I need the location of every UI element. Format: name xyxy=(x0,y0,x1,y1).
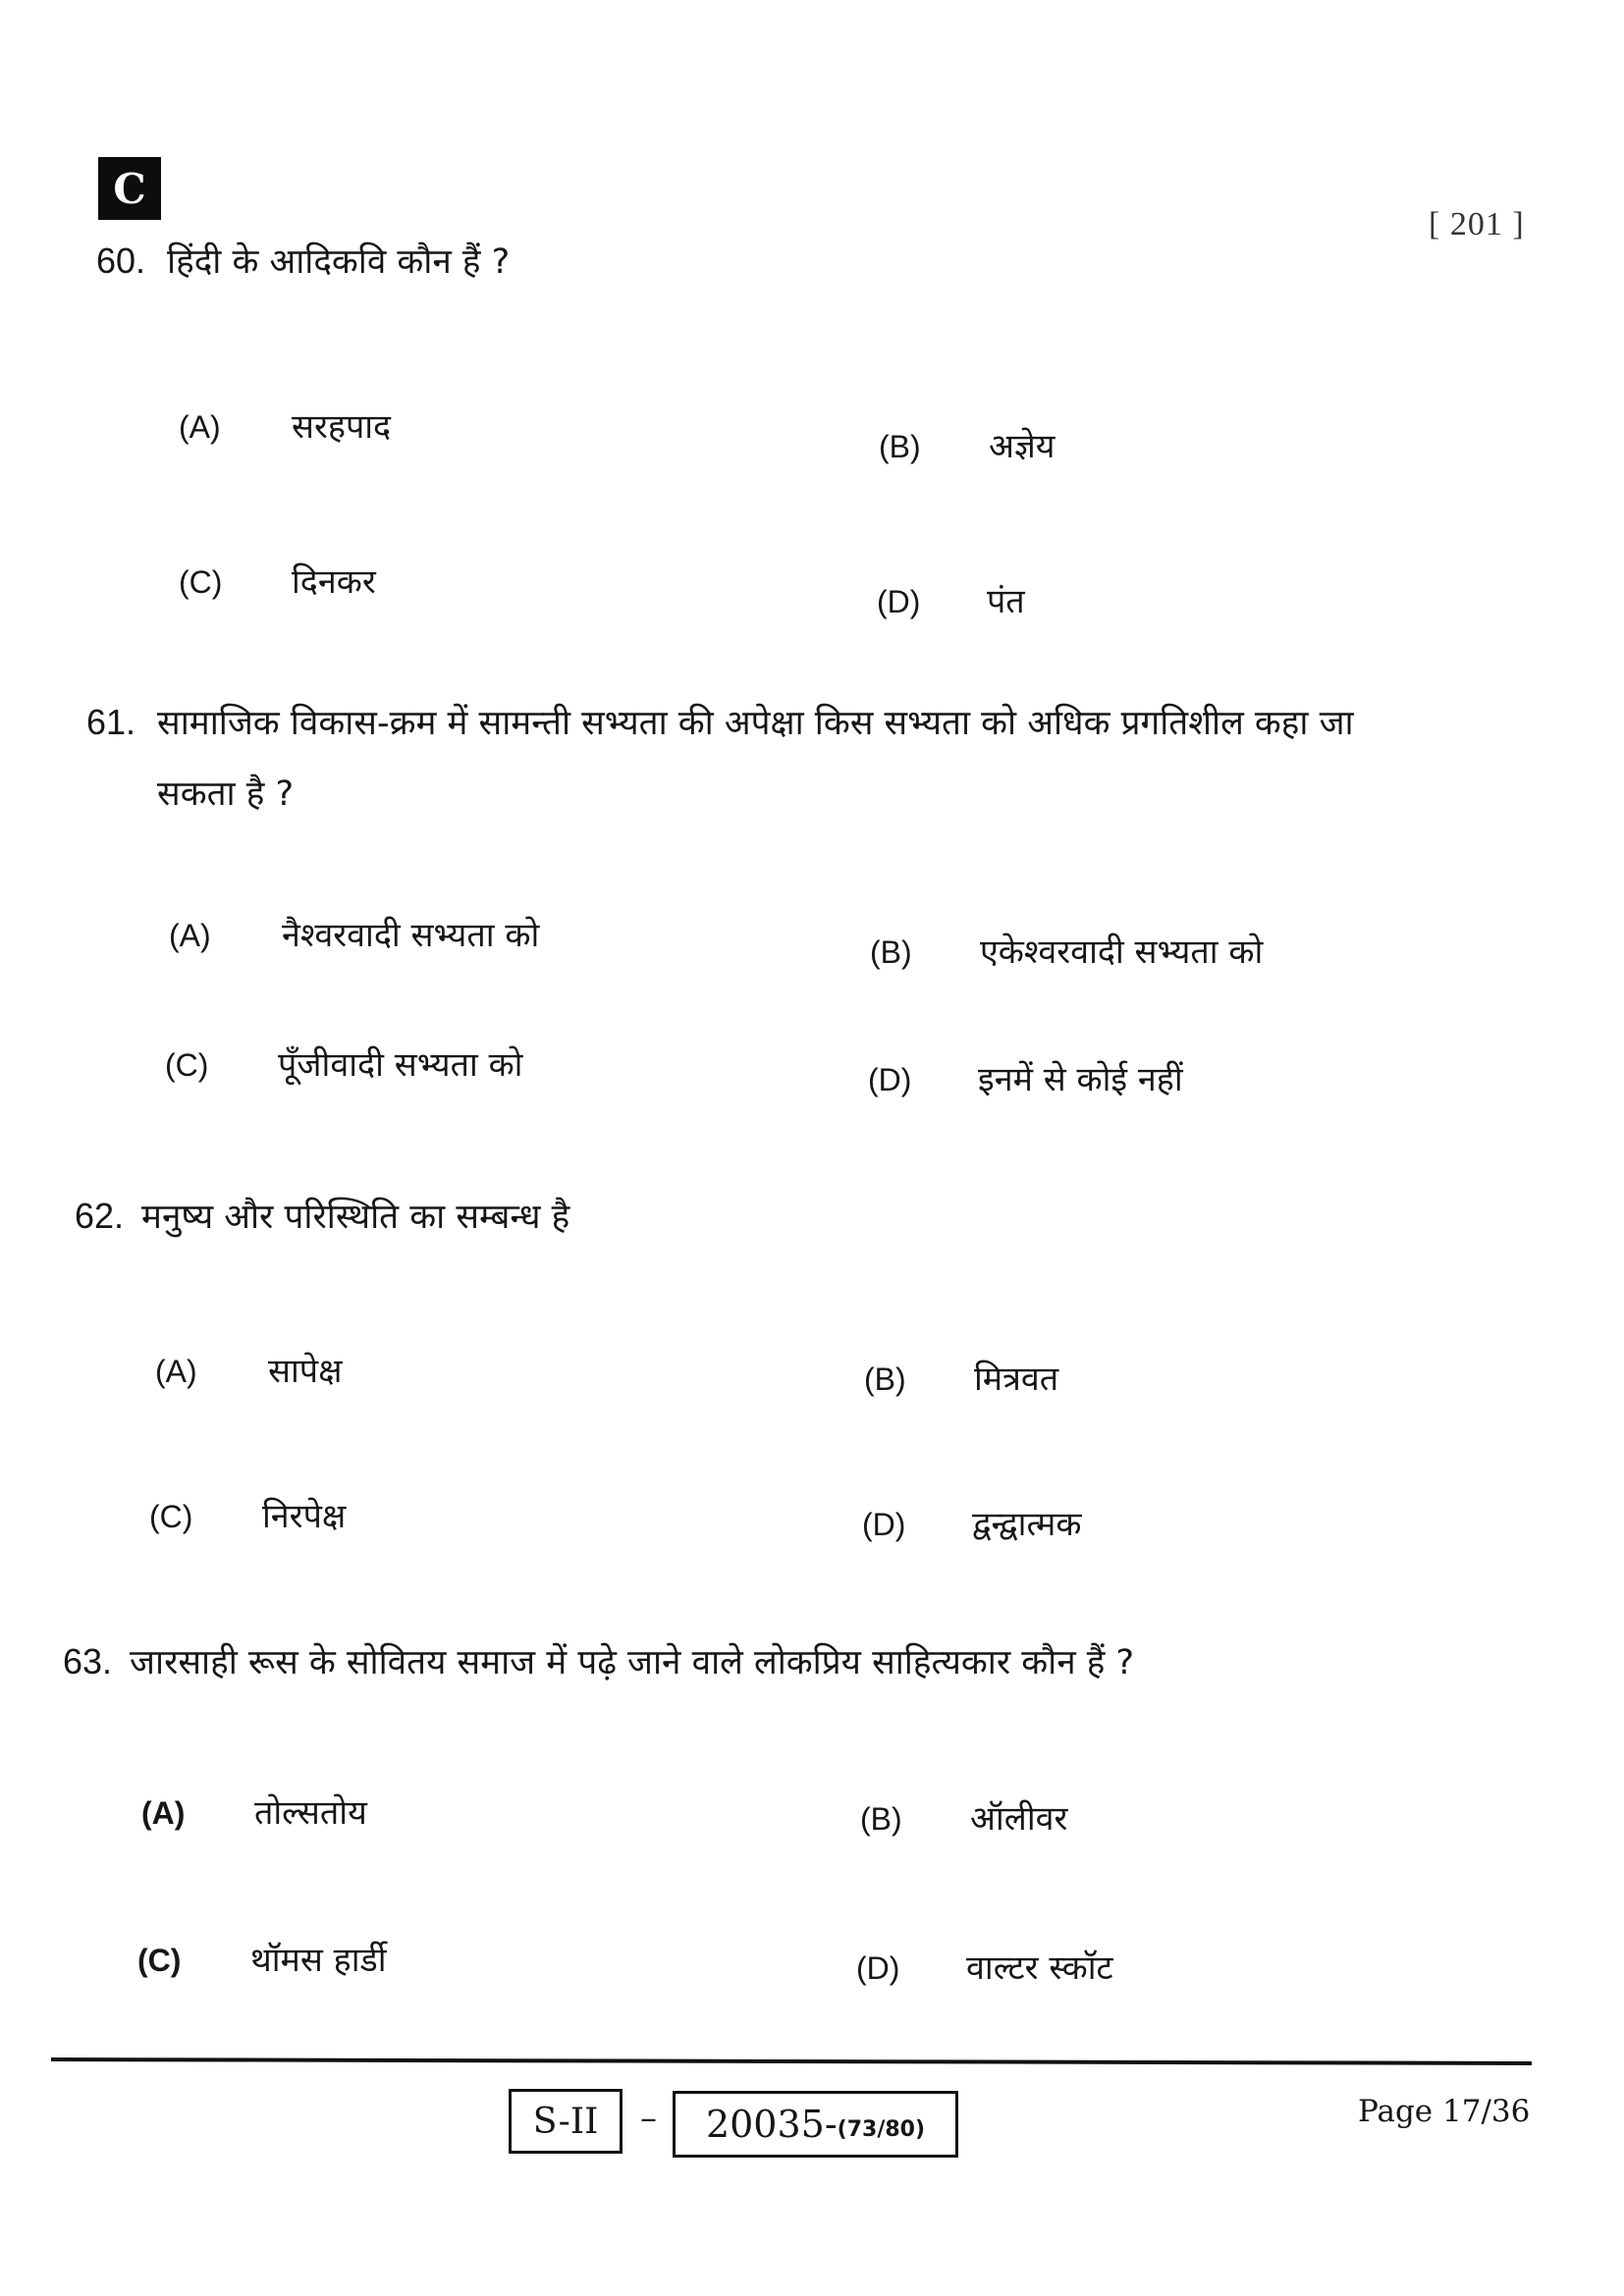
option-text: द्वन्द्वात्मक xyxy=(972,1505,1082,1544)
booklet-code-box xyxy=(673,2091,958,2158)
option-label: (B) xyxy=(879,429,921,464)
option-60-a[interactable] xyxy=(179,402,391,448)
question-number: 60. xyxy=(96,240,146,281)
option-label: (A) xyxy=(155,1354,197,1389)
option-label: (D) xyxy=(862,1507,906,1542)
option-text: ऑलीवर xyxy=(970,1799,1068,1839)
booklet-sub-code: (73/80) xyxy=(837,2116,926,2142)
booklet-code: 20035- xyxy=(705,2103,838,2146)
paper-code: [ 201 ] xyxy=(1429,206,1525,242)
question-60 xyxy=(96,240,510,283)
option-61-b[interactable] xyxy=(870,928,1263,973)
option-label: (B) xyxy=(870,934,912,970)
footer-divider xyxy=(51,2057,1532,2065)
option-text: थॉमस हार्डी xyxy=(250,1941,387,1980)
footer-separator: – xyxy=(640,2099,657,2138)
question-text: जारसाही रूस के सोवितय समाज में पढ़े जाने वाले लोकप्रिय साहित्यकार कौन हैं ? xyxy=(130,1643,1135,1682)
option-label: (C) xyxy=(137,1943,182,1978)
question-63 xyxy=(63,1641,1134,1683)
option-61-a[interactable] xyxy=(169,911,539,956)
series-code: S-II xyxy=(532,2101,599,2142)
option-text: नैश्वरवादी सभ्यता को xyxy=(282,916,540,955)
option-label: (D) xyxy=(856,1950,900,1986)
option-62-d[interactable] xyxy=(862,1500,1082,1545)
question-number: 62. xyxy=(75,1196,125,1236)
option-63-b[interactable] xyxy=(860,1794,1067,1840)
option-62-a[interactable] xyxy=(155,1347,342,1392)
option-label: (C) xyxy=(179,564,223,600)
option-63-d[interactable] xyxy=(856,1944,1113,1989)
set-c-badge xyxy=(98,157,161,220)
question-number: 61. xyxy=(86,702,136,742)
option-label: (B) xyxy=(864,1362,906,1397)
option-label: (D) xyxy=(868,1062,912,1097)
option-text: तोल्सतोय xyxy=(254,1793,367,1833)
option-text: इनमें से कोई नहीं xyxy=(978,1060,1183,1099)
option-label: (B) xyxy=(860,1801,902,1837)
option-63-a[interactable] xyxy=(141,1789,367,1834)
question-text-line-2: सकता है ? xyxy=(157,774,295,814)
option-62-b[interactable] xyxy=(864,1355,1058,1400)
option-text: मित्रवत xyxy=(974,1360,1059,1399)
option-61-c[interactable] xyxy=(165,1041,522,1086)
option-60-d[interactable] xyxy=(877,577,1025,622)
question-number: 63. xyxy=(63,1641,113,1682)
option-label: (A) xyxy=(179,409,221,445)
question-62 xyxy=(75,1196,569,1238)
question-text: मनुष्य और परिस्थिति का सम्बन्ध है xyxy=(141,1198,570,1237)
option-text: वाल्टर स्कॉट xyxy=(966,1949,1113,1988)
question-text-line-1: सामाजिक विकास-क्रम में सामन्ती सभ्यता की अपेक्षा किस सभ्यता को अधिक प्रगतिशील कहा जा xyxy=(157,704,1354,743)
set-label: C xyxy=(113,164,146,213)
question-61 xyxy=(86,702,1354,815)
option-text: दिनकर xyxy=(292,562,376,602)
option-text: पंत xyxy=(987,582,1025,621)
option-text: निरपेक्ष xyxy=(262,1497,347,1536)
option-label: (A) xyxy=(141,1795,186,1831)
series-box xyxy=(509,2089,623,2154)
option-60-c[interactable] xyxy=(179,558,376,603)
option-text: एकेश्वरवादी सभ्यता को xyxy=(980,933,1264,972)
page-number: Page 17/36 xyxy=(1358,2094,1531,2129)
option-label: (A) xyxy=(169,918,211,953)
option-63-c[interactable] xyxy=(137,1936,387,1981)
option-label: (C) xyxy=(149,1499,193,1534)
option-text: सरहपाद xyxy=(292,407,392,447)
option-label: (C) xyxy=(165,1047,209,1083)
option-text: सापेक्ष xyxy=(268,1352,343,1391)
option-62-c[interactable] xyxy=(149,1492,346,1537)
option-61-d[interactable] xyxy=(868,1055,1183,1100)
option-label: (D) xyxy=(877,584,921,619)
question-text: हिंदी के आदिकवि कौन हैं ? xyxy=(167,242,511,282)
option-text: पूँजीवादी सभ्यता को xyxy=(278,1045,523,1085)
option-text: अज्ञेय xyxy=(989,427,1056,466)
option-60-b[interactable] xyxy=(879,422,1056,467)
